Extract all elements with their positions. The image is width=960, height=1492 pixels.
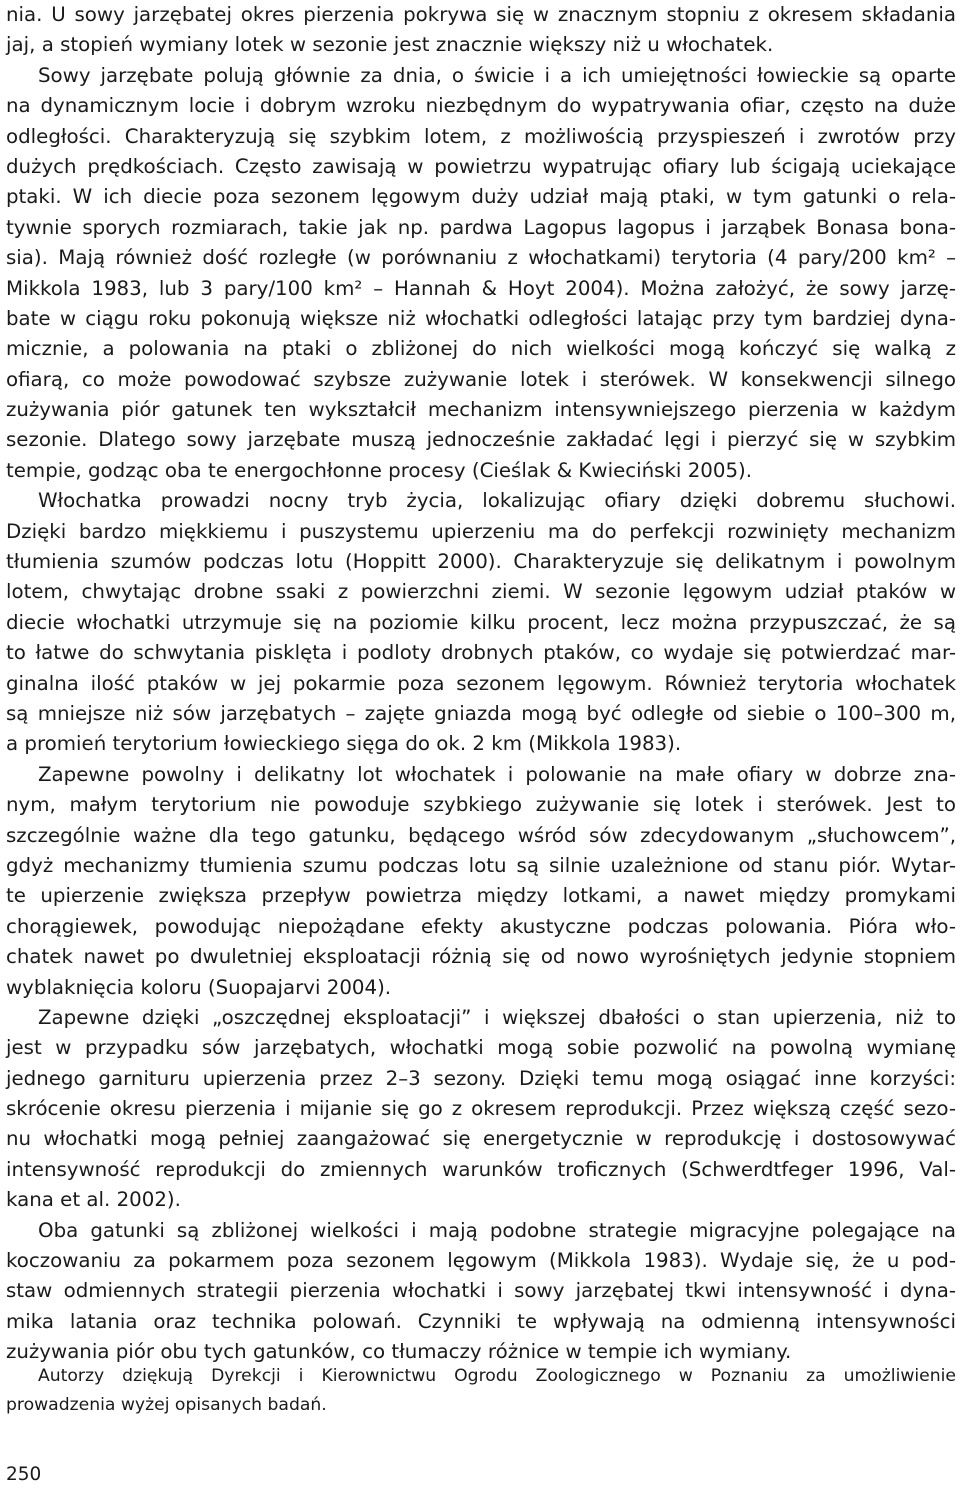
text-line: Zapewne powolny i delikatny lot włochatek i polowanie na małe ofiary w dobrze zna-	[38, 762, 956, 786]
text-line: sezonie. Dlatego sowy jarzębate muszą jednocześnie zakładać lęgi i pierzyć się w szybkim	[6, 428, 956, 452]
text-line: Sowy jarzębate polują głównie za dnia, o świcie i a ich umiejętności łowieckie są oparte	[38, 63, 956, 87]
acknowledgement-line: Autorzy dziękują Dyrekcji i Kierownictwu Ogrodu Zoologicznego w Poznaniu za umożliwienie	[38, 1366, 956, 1386]
text-line: a promień terytorium łowieckiego sięga do ok. 2 km (Mikkola 1983).	[6, 732, 682, 756]
text-line: nu włochatki mogą pełniej zaangażować się energetycznie w reprodukcję i dostosowywać	[6, 1127, 956, 1151]
text-line: micznie, a polowania na ptaki o zbliżonej do nich wielkości mogą kończyć się walką z	[6, 337, 956, 361]
text-line: nia. U sowy jarzębatej okres pierzenia pokrywa się w znacznym stopniu z okresem składania	[6, 3, 956, 26]
text-line: skrócenie okresu pierzenia i mijanie się go z okresem reprodukcji. Przez większą część sezo-	[6, 1097, 956, 1121]
text-line: na dynamicznym locie i dobrym wzroku niezbędnym do wypatrywania ofiar, często na duże	[6, 94, 956, 118]
acknowledgement	[6, 1362, 956, 1419]
text-line: lotem, chwytając drobne ssaki z powierzchni ziemi. W sezonie lęgowym udział ptaków w	[6, 580, 956, 604]
text-line: te upierzenie zwiększa przepływ powietrza między lotkami, a nawet między promykami	[6, 884, 956, 908]
text-line: szczególnie ważne dla tego gatunku, będącego wśród sów zdecydowanym „słuchowcem”,	[6, 823, 956, 847]
paragraph	[6, 0, 956, 61]
text-line: koczowaniu za pokarmem poza sezonem lęgowym (Mikkola 1983). Wydaje się, że u pod-	[6, 1249, 956, 1273]
text-line: Oba gatunki są zbliżonej wielkości i mają podobne strategie migracyjne polegające na	[38, 1218, 956, 1242]
paragraph	[6, 61, 956, 486]
text-line: zużywania piór obu tych gatunków, co tłumaczy różnice w tempie ich wymiany.	[6, 1340, 792, 1364]
text-line: są mniejsze niż sów jarzębatych – zajęte gniazda mogą być odległe od siebie o 100–300 m,	[6, 701, 956, 725]
text-line: ptaki. W ich diecie poza sezonem lęgowym duży udział mają ptaki, w tym gatunki o rela-	[6, 185, 956, 209]
text-line: intensywność reprodukcji do zmiennych warunków troficznych (Schwerdtfeger 1996, Val-	[6, 1157, 956, 1181]
paragraph	[6, 1003, 956, 1216]
text-line: Mikkola 1983, lub 3 pary/100 km² – Hannah & Hoyt 2004). Można założyć, że sowy jarzę-	[6, 276, 956, 300]
text-line: Zapewne dzięki „oszczędnej eksploatacji” i większej dbałości o stan upierzenia, niż to	[38, 1005, 956, 1029]
text-line: staw odmiennych strategii pierzenia włochatki i sowy jarzębatej tkwi intensywność i dyna-	[6, 1279, 956, 1303]
text-line: nym, małym terytorium nie powoduje szybkiego zużywanie się lotek i sterówek. Jest to	[6, 793, 956, 817]
text-line: ginalna ilość ptaków w jej pokarmie poza sezonem lęgowym. Również terytoria włochatek	[6, 671, 956, 695]
text-line: Dzięki bardzo miękkiemu i puszystemu upierzeniu ma do perfekcji rozwinięty mechanizm	[6, 519, 956, 543]
text-line: diecie włochatki utrzymuje się na poziomie kilku procent, lecz można przypuszczać, że są	[6, 610, 956, 634]
text-line: jaj, a stopień wymiany lotek w sezonie jest znacznie większy niż u włochatek.	[6, 33, 774, 57]
text-line: chatek nawet po dwuletniej eksploatacji różnią się od nowo wyrośniętych jedynie stopniem	[6, 945, 956, 969]
text-line: gdyż mechanizmy tłumienia szumu podczas lotu są silnie uzależnione od stanu piór. Wytar-	[6, 853, 956, 877]
paragraph	[6, 486, 956, 760]
text-line: bate w ciągu roku pokonują większe niż włochatki odległości latając przy tym bardziej dyna-	[6, 306, 956, 330]
text-line: zużywania piór gatunek ten wykształcił mechanizm intensywniejszego pierzenia w każdym	[6, 398, 956, 422]
paragraph	[6, 1216, 956, 1368]
text-line: tempie, godząc oba te energochłonne procesy (Cieślak & Kwieciński 2005).	[6, 458, 753, 482]
text-line: ofiarą, co może powodować szybsze zużywanie lotek i sterówek. W konsekwencji silnego	[6, 367, 956, 391]
text-line: chorągiewek, powodując niepożądane efekty akustyczne podczas polowania. Pióra wło-	[6, 914, 956, 938]
text-line: Włochatka prowadzi nocny tryb życia, lokalizując ofiary dzięki dobremu słuchowi.	[38, 489, 956, 513]
text-line: to łatwe do schwytania pisklęta i podloty drobnych ptaków, co wydaje się potwierdzać mar-	[6, 641, 956, 665]
text-line: wyblaknięcia koloru (Suopajarvi 2004).	[6, 975, 392, 999]
text-line: jest w przypadku sów jarzębatych, włochatki mogą sobie pozwolić na powolną wymianę	[6, 1036, 956, 1060]
text-line: mika latania oraz technika polowań. Czynniki te wpływają na odmienną intensywności	[6, 1309, 956, 1333]
text-line: sia). Mają również dość rozległe (w porównaniu z włochatkami) terytoria (4 pary/200 km² –	[6, 246, 956, 270]
acknowledgement-line: prowadzenia wyżej opisanych badań.	[6, 1394, 327, 1415]
paragraph	[6, 760, 956, 1003]
text-line: dużych prędkościach. Często zawisają w powietrzu wypatrując ofiary lub ścigają uciekające	[6, 154, 956, 178]
text-line: jednego garnituru upierzenia przez 2–3 sezony. Dzięki temu mogą osiągać inne korzyści:	[6, 1066, 956, 1090]
text-line: tłumienia szumów podczas lotu (Hoppitt 2000). Charakteryzuje się delikatnym i powolnym	[6, 550, 956, 574]
text-line: odległości. Charakteryzują się szybkim lotem, z możliwością przyspieszeń i zwrotów przy	[6, 124, 956, 148]
page-number: 250	[6, 1464, 42, 1485]
text-line: kana et al. 2002).	[6, 1188, 181, 1212]
text-line: tywnie sporych rozmiarach, takie jak np. pardwa Lagopus lagopus i jarząbek Bonasa bona-	[6, 215, 956, 239]
body-text	[6, 0, 956, 1368]
